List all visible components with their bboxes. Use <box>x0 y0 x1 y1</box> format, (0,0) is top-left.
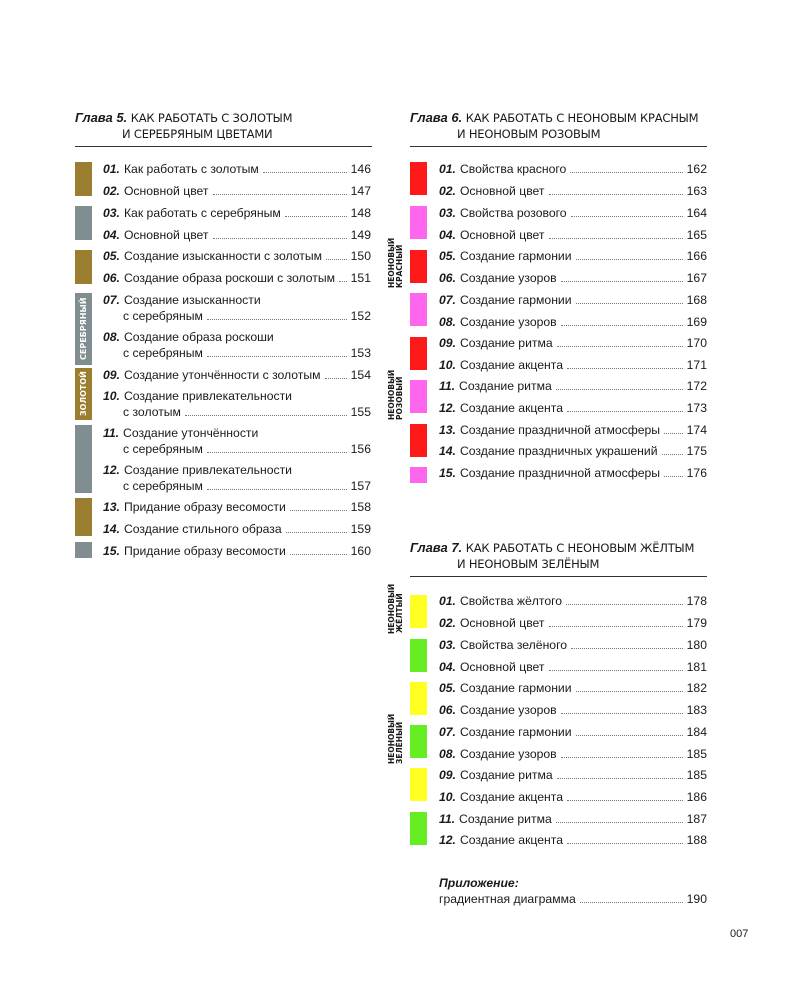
swatch-neon-green <box>410 639 427 672</box>
side-label-neon-red-line1: НЕОНОВЫЙ <box>387 237 396 288</box>
entry-number: 10. <box>439 790 456 804</box>
entry-text: Создание утончённости <box>123 426 259 440</box>
entry-number: 01. <box>439 594 456 608</box>
page-number-ref: 176 <box>686 466 707 480</box>
leader-dots <box>339 281 347 282</box>
chapter5-title <box>75 110 292 142</box>
toc-entry[interactable] <box>103 425 371 457</box>
entry-text: Придание образу весомости <box>123 544 286 558</box>
side-label-neon-pink-line1: НЕОНОВЫЙ <box>387 369 396 420</box>
entry-text: Создание привлекательности <box>123 463 292 477</box>
entry-number: 08. <box>439 747 456 761</box>
page-number-ref: 146 <box>350 162 371 176</box>
entry-text: Создание узоров <box>459 703 557 717</box>
page-number-ref: 167 <box>686 271 707 285</box>
chapter6-label: Глава 6. <box>410 110 463 125</box>
toc-entry[interactable] <box>103 227 371 243</box>
entry-text: Создание гармонии <box>459 681 572 695</box>
entry-number: 10. <box>439 358 456 372</box>
page-number-ref: 184 <box>686 725 707 739</box>
toc-entry[interactable] <box>439 659 707 675</box>
swatch-silver <box>75 206 92 240</box>
page-number-ref: 187 <box>686 812 707 826</box>
toc-entry[interactable] <box>103 388 371 420</box>
entry-number: 05. <box>439 681 456 695</box>
entry-text: Создание узоров <box>459 315 557 329</box>
leader-dots <box>549 194 683 195</box>
page-number-ref: 179 <box>686 616 707 630</box>
entry-text: Придание образу весомости <box>123 500 286 514</box>
chapter5-title-line1: КАК РАБОТАТЬ С ЗОЛОТЫМ <box>130 111 293 125</box>
entry-number: 12. <box>103 463 120 477</box>
swatch-neon-green <box>410 812 427 845</box>
leader-dots <box>580 902 683 903</box>
entry-number: 09. <box>103 368 120 382</box>
entry-text: Основной цвет <box>459 228 545 242</box>
entry-number: 13. <box>103 500 120 514</box>
entry-text: Создание образа роскоши <box>123 330 274 344</box>
toc-entry[interactable] <box>439 400 707 416</box>
toc-entry[interactable] <box>103 161 371 177</box>
entry-number: 05. <box>103 249 120 263</box>
page-number-ref: 175 <box>686 444 707 458</box>
entry-number: 02. <box>439 616 456 630</box>
toc-entry[interactable] <box>103 205 371 221</box>
entry-number: 06. <box>103 271 120 285</box>
entry-number: 12. <box>439 401 456 415</box>
toc-entry[interactable] <box>439 422 707 438</box>
page-number-ref: 171 <box>686 358 707 372</box>
page-number-ref: 160 <box>350 544 371 558</box>
appendix-entry[interactable] <box>439 891 707 907</box>
toc-entry[interactable] <box>439 248 707 264</box>
toc-entry[interactable] <box>439 161 707 177</box>
toc-entry[interactable] <box>103 367 371 383</box>
entry-number: 15. <box>103 544 120 558</box>
chapter7-title-line1: КАК РАБОТАТЬ С НЕОНОВЫМ ЖЁЛТЫМ <box>465 541 695 555</box>
entry-number: 02. <box>103 184 120 198</box>
page-number-ref: 156 <box>350 442 371 456</box>
entry-number: 12. <box>439 833 456 847</box>
page-number-ref: 151 <box>350 271 371 285</box>
toc-entry[interactable] <box>103 248 371 264</box>
entry-text: Создание узоров <box>459 747 557 761</box>
entry-text-continued: с серебряным <box>123 309 203 323</box>
page-number-ref: 173 <box>686 401 707 415</box>
leader-dots <box>664 433 683 434</box>
toc-entry[interactable] <box>103 270 371 286</box>
entry-number: 04. <box>439 660 456 674</box>
swatch-neon-pink <box>410 467 427 483</box>
toc-entry[interactable] <box>103 521 371 537</box>
swatch-neon-pink <box>410 380 427 413</box>
entry-text: Свойства жёлтого <box>459 594 563 608</box>
swatch-silver <box>75 425 92 493</box>
leader-dots <box>207 319 347 320</box>
leader-dots <box>213 194 347 195</box>
entry-text: Создание акцента <box>459 833 563 847</box>
leader-dots <box>571 648 683 649</box>
chapter6-rule <box>410 146 707 147</box>
leader-dots <box>556 822 683 823</box>
entry-text: Основной цвет <box>459 660 545 674</box>
toc-entry[interactable] <box>439 378 707 394</box>
page-number-ref: 157 <box>350 479 371 493</box>
leader-dots <box>207 489 347 490</box>
page-number-ref: 164 <box>686 206 707 220</box>
toc-entry[interactable] <box>439 680 707 696</box>
entry-number: 07. <box>439 725 456 739</box>
swatch-neon-red <box>410 337 427 370</box>
entry-text: Создание ритма <box>459 812 552 826</box>
toc-entry[interactable] <box>103 543 371 559</box>
leader-dots <box>570 172 682 173</box>
entry-text: Свойства красного <box>459 162 567 176</box>
entry-text: Основной цвет <box>459 184 545 198</box>
entry-number: 06. <box>439 271 456 285</box>
leader-dots <box>285 216 347 217</box>
toc-entry[interactable] <box>103 462 371 494</box>
entry-number: 15. <box>439 466 456 480</box>
side-label-neon-pink <box>387 369 404 420</box>
page-number-ref: 168 <box>686 293 707 307</box>
entry-text: Создание праздничной атмосферы <box>459 423 661 437</box>
entry-text-continued: с серебряным <box>123 479 203 493</box>
swatch-neon-yellow <box>410 682 427 715</box>
page-number-ref: 188 <box>686 833 707 847</box>
leader-dots <box>561 757 683 758</box>
appendix-title: Приложение: <box>439 876 519 890</box>
side-label-gold: ЗОЛОТОЙ <box>75 368 92 420</box>
leader-dots <box>576 259 683 260</box>
entry-text: Основной цвет <box>123 184 209 198</box>
toc-entry[interactable] <box>439 465 707 481</box>
toc-entry[interactable] <box>439 789 707 805</box>
entry-number: 03. <box>439 638 456 652</box>
side-label-neon-yellow-line1: НЕОНОВЫЙ <box>387 583 396 634</box>
page-number-ref: 183 <box>686 703 707 717</box>
page-number-ref: 155 <box>350 405 371 419</box>
leader-dots <box>207 356 347 357</box>
chapter6-title <box>410 110 698 142</box>
side-label-neon-green <box>387 713 404 764</box>
leader-dots <box>567 411 683 412</box>
entry-text: Создание образа роскоши с золотым <box>123 271 336 285</box>
entry-number: 03. <box>103 206 120 220</box>
entry-number: 11. <box>439 379 456 393</box>
entry-number: 01. <box>439 162 456 176</box>
page-number-ref: 190 <box>686 892 707 906</box>
swatch-neon-pink <box>410 293 427 326</box>
page-number-ref: 185 <box>686 747 707 761</box>
entry-number: 14. <box>439 444 456 458</box>
entry-text: Создание акцента <box>459 790 563 804</box>
swatch-neon-red <box>410 424 427 457</box>
leader-dots <box>561 713 683 714</box>
swatch-neon-pink <box>410 206 427 239</box>
entry-text: Создание гармонии <box>459 293 572 307</box>
page-number-ref: 158 <box>350 500 371 514</box>
entry-text: Создание узоров <box>459 271 557 285</box>
leader-dots <box>576 691 683 692</box>
chapter5-rule <box>75 146 372 147</box>
entry-number: 03. <box>439 206 456 220</box>
chapter5-label: Глава 5. <box>75 110 128 125</box>
leader-dots <box>549 670 683 671</box>
leader-dots <box>664 476 683 477</box>
page-number-ref: 180 <box>686 638 707 652</box>
side-label-silver: СЕРЕБРЯНЫЙ <box>75 293 92 365</box>
toc-entry[interactable] <box>439 832 707 848</box>
toc-entry[interactable] <box>439 767 707 783</box>
side-label-neon-green-line2: ЗЕЛЁНЫЙ <box>395 721 404 764</box>
page-number-ref: 147 <box>350 184 371 198</box>
entry-text: Создание стильного образа <box>123 522 282 536</box>
toc-entry[interactable] <box>439 205 707 221</box>
chapter7-title <box>410 540 694 572</box>
page-number-ref: 159 <box>350 522 371 536</box>
page-number-ref: 185 <box>686 768 707 782</box>
side-label-neon-pink-line2: РОЗОВЫЙ <box>395 376 404 420</box>
leader-dots <box>286 532 347 533</box>
entry-text: Создание ритма <box>459 768 553 782</box>
page-number-ref: 181 <box>686 660 707 674</box>
leader-dots <box>567 800 683 801</box>
swatch-gold <box>75 498 92 536</box>
entry-text: Как работать с золотым <box>123 162 259 176</box>
page-number-ref: 154 <box>350 368 371 382</box>
side-label-neon-red <box>387 237 404 288</box>
toc-entry[interactable] <box>103 499 371 515</box>
page-number-ref: 172 <box>686 379 707 393</box>
leader-dots <box>207 452 347 453</box>
toc-entry[interactable] <box>439 593 707 609</box>
appendix-text: градиентная диаграмма <box>439 892 576 906</box>
swatch-gold <box>75 250 92 284</box>
leader-dots <box>566 604 683 605</box>
page-number-ref: 186 <box>686 790 707 804</box>
swatch-silver <box>75 542 92 558</box>
entry-text: Основной цвет <box>459 616 545 630</box>
leader-dots <box>290 554 347 555</box>
entry-text: Как работать с серебряным <box>123 206 281 220</box>
page-number-ref: 166 <box>686 249 707 263</box>
entry-number: 05. <box>439 249 456 263</box>
page-number-ref: 152 <box>350 309 371 323</box>
swatch-neon-red <box>410 250 427 283</box>
entry-number: 07. <box>103 293 120 307</box>
entry-number: 13. <box>439 423 456 437</box>
entry-text-continued: с серебряным <box>123 346 203 360</box>
leader-dots <box>263 172 347 173</box>
entry-number: 09. <box>439 768 456 782</box>
chapter5-title-line2: И СЕРЕБРЯНЫМ ЦВЕТАМИ <box>122 127 273 141</box>
entry-number: 02. <box>439 184 456 198</box>
toc-entry[interactable] <box>439 615 707 631</box>
entry-text: Создание праздничных украшений <box>459 444 658 458</box>
page-number-ref: 150 <box>350 249 371 263</box>
swatch-gold <box>75 162 92 196</box>
leader-dots <box>213 238 347 239</box>
page-number-ref: 170 <box>686 336 707 350</box>
entry-text: Создание привлекательности <box>123 389 292 403</box>
toc-entry[interactable] <box>439 357 707 373</box>
leader-dots <box>549 238 683 239</box>
side-label-neon-green-line1: НЕОНОВЫЙ <box>387 713 396 764</box>
toc-entry[interactable] <box>439 637 707 653</box>
toc-entry[interactable] <box>439 314 707 330</box>
leader-dots <box>557 778 683 779</box>
toc-entry[interactable] <box>103 329 371 361</box>
leader-dots <box>185 415 347 416</box>
entry-number: 01. <box>103 162 120 176</box>
leader-dots <box>576 303 683 304</box>
entry-number: 11. <box>439 812 456 826</box>
leader-dots <box>549 626 683 627</box>
entry-text: Создание изысканности <box>123 293 261 307</box>
entry-number: 09. <box>439 336 456 350</box>
chapter6-title-line1: КАК РАБОТАТЬ С НЕОНОВЫМ КРАСНЫМ <box>465 111 699 125</box>
entry-text: Создание акцента <box>459 401 563 415</box>
page-number-ref: 153 <box>350 346 371 360</box>
entry-text: Создание гармонии <box>459 249 572 263</box>
toc-entry[interactable] <box>439 443 707 459</box>
leader-dots <box>576 735 683 736</box>
page-number: 007 <box>730 928 749 940</box>
entry-number: 08. <box>103 330 120 344</box>
entry-text: Создание праздничной атмосферы <box>459 466 661 480</box>
entry-text: Основной цвет <box>123 228 209 242</box>
entry-text: Создание гармонии <box>459 725 572 739</box>
leader-dots <box>662 454 683 455</box>
toc-entry[interactable] <box>439 335 707 351</box>
toc-entry[interactable] <box>103 183 371 199</box>
entry-text: Создание утончённости с золотым <box>123 368 321 382</box>
side-label-neon-yellow <box>387 583 404 634</box>
entry-text: Свойства зелёного <box>459 638 568 652</box>
entry-text: Создание акцента <box>459 358 563 372</box>
entry-number: 06. <box>439 703 456 717</box>
chapter7-rule <box>410 576 707 577</box>
leader-dots <box>561 325 683 326</box>
toc-entry[interactable] <box>439 702 707 718</box>
swatch-neon-yellow <box>410 595 427 628</box>
entry-number: 08. <box>439 315 456 329</box>
entry-text: Создание изысканности с золотым <box>123 249 322 263</box>
entry-number: 10. <box>103 389 120 403</box>
entry-number: 14. <box>103 522 120 536</box>
entry-text: Создание ритма <box>459 336 553 350</box>
side-label-neon-red-line2: КРАСНЫЙ <box>395 244 404 288</box>
page-number-ref: 165 <box>686 228 707 242</box>
toc-entry[interactable] <box>439 746 707 762</box>
entry-text-continued: с золотым <box>123 405 181 419</box>
entry-number: 11. <box>103 426 120 440</box>
leader-dots <box>567 843 683 844</box>
page-number-ref: 174 <box>686 423 707 437</box>
toc-entry[interactable] <box>439 292 707 308</box>
entry-number: 04. <box>439 228 456 242</box>
side-label-neon-yellow-line2: ЖЁЛТЫЙ <box>395 593 404 633</box>
swatch-neon-green <box>410 725 427 758</box>
toc-entry[interactable] <box>439 724 707 740</box>
leader-dots <box>567 368 683 369</box>
leader-dots <box>325 378 347 379</box>
entry-text: Свойства розового <box>459 206 567 220</box>
entry-number: 07. <box>439 293 456 307</box>
leader-dots <box>571 216 683 217</box>
toc-entry[interactable] <box>439 227 707 243</box>
leader-dots <box>561 281 683 282</box>
leader-dots <box>290 510 347 511</box>
entry-text-continued: с серебряным <box>123 442 203 456</box>
leader-dots <box>326 259 347 260</box>
page-number-ref: 148 <box>350 206 371 220</box>
swatch-neon-red <box>410 162 427 195</box>
page-number-ref: 162 <box>686 162 707 176</box>
entry-number: 04. <box>103 228 120 242</box>
toc-entry[interactable] <box>439 183 707 199</box>
toc-entry[interactable] <box>439 270 707 286</box>
leader-dots <box>557 346 683 347</box>
page-number-ref: 178 <box>686 594 707 608</box>
page-number-ref: 169 <box>686 315 707 329</box>
page-number-ref: 182 <box>686 681 707 695</box>
chapter6-title-line2: И НЕОНОВЫМ РОЗОВЫМ <box>457 127 601 141</box>
page-number-ref: 163 <box>686 184 707 198</box>
entry-text: Создание ритма <box>459 379 552 393</box>
toc-entry[interactable] <box>103 292 371 324</box>
leader-dots <box>556 389 683 390</box>
chapter7-label: Глава 7. <box>410 540 463 555</box>
toc-entry[interactable] <box>439 811 707 827</box>
page-number-ref: 149 <box>350 228 371 242</box>
swatch-neon-yellow <box>410 768 427 801</box>
chapter7-title-line2: И НЕОНОВЫМ ЗЕЛЁНЫМ <box>457 557 600 571</box>
